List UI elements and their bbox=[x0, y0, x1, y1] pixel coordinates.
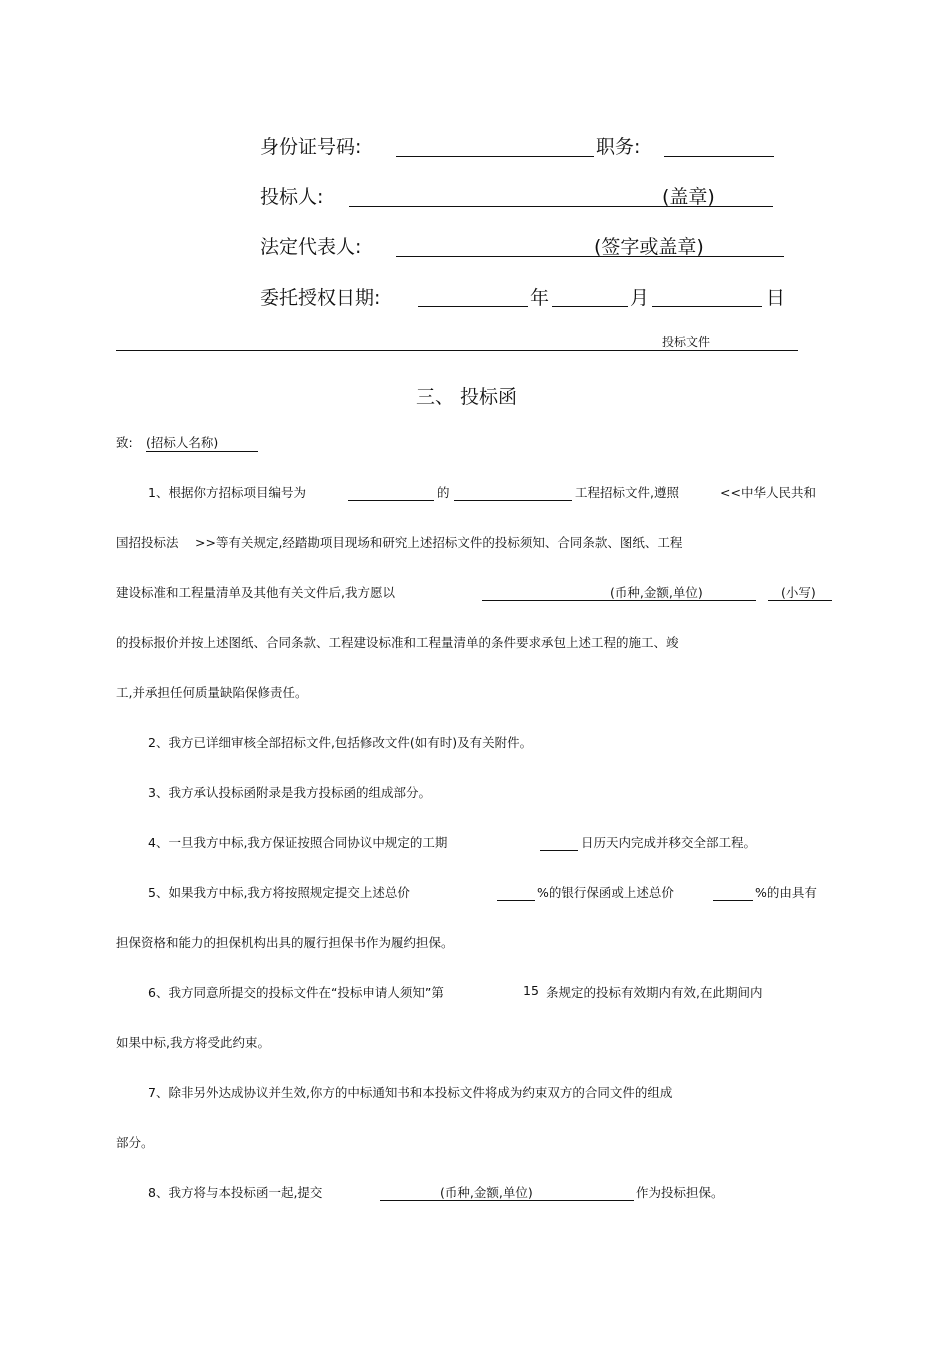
bidder-seal-note: (盖章) bbox=[662, 186, 715, 208]
month-field[interactable] bbox=[552, 306, 628, 307]
section-title: 三、 投标函 bbox=[416, 386, 518, 408]
duration-days-field[interactable] bbox=[540, 850, 578, 851]
p1-line5: 工,并承担任何质量缺陷保修责任。 bbox=[116, 685, 308, 700]
p1-text-a: 1、根据你方招标项目编号为 bbox=[148, 485, 306, 500]
id-number-label: 身份证号码: bbox=[260, 136, 362, 158]
p6-text-c: 条规定的投标有效期内有效,在此期间内 bbox=[546, 985, 763, 1000]
p8-text-c: 作为投标担保。 bbox=[636, 1185, 724, 1200]
p1-text-c: 工程招标文件,遵照 bbox=[575, 485, 679, 500]
p5-text-c: %的由具有 bbox=[755, 885, 817, 900]
header-rule bbox=[116, 350, 798, 351]
project-number-field[interactable] bbox=[348, 500, 434, 501]
p7: 7、除非另外达成协议并生效,你方的中标通知书和本投标文件将成为约束双方的合同文件的组成 bbox=[148, 1085, 673, 1100]
auth-date-label: 委托授权日期: bbox=[260, 287, 381, 309]
day-field[interactable] bbox=[652, 306, 762, 307]
bid-price-lowercase-note: (小写) bbox=[781, 585, 816, 600]
id-number-field[interactable] bbox=[396, 156, 594, 157]
position-label: 职务: bbox=[596, 136, 641, 158]
performance-bond-percent-field[interactable] bbox=[713, 900, 753, 901]
bid-price-note: (币种,金额,单位) bbox=[610, 585, 703, 600]
month-label: 月 bbox=[630, 287, 650, 309]
p1-line4: 的投标报价并按上述图纸、合同条款、工程建设标准和工程量清单的条件要求承包上述工程的施工、竣 bbox=[116, 635, 679, 650]
to-underline bbox=[146, 451, 258, 452]
bidder-label: 投标人: bbox=[260, 186, 324, 208]
p1-line3-a: 建设标准和工程量清单及其他有关文件后,我方愿以 bbox=[116, 585, 395, 600]
p1-text-b: 的 bbox=[437, 485, 450, 500]
p6-line2: 如果中标,我方将受此约束。 bbox=[116, 1035, 270, 1050]
bank-guarantee-percent-field[interactable] bbox=[497, 900, 535, 901]
p3: 3、我方承认投标函附录是我方投标函的组成部分。 bbox=[148, 785, 431, 800]
p7-line2: 部分。 bbox=[116, 1135, 154, 1150]
p6-clause-number: 15 bbox=[523, 983, 539, 998]
to-label: 致: bbox=[116, 435, 133, 450]
p5-line2: 担保资格和能力的担保机构出具的履行担保书作为履约担保。 bbox=[116, 935, 454, 950]
p1-text-d: <<中华人民共和 bbox=[720, 485, 816, 500]
bid-bond-note: (币种,金额,单位) bbox=[440, 1185, 533, 1200]
year-label: 年 bbox=[530, 287, 550, 309]
p5-text-a: 5、如果我方中标,我方将按照规定提交上述总价 bbox=[148, 885, 410, 900]
p4-text-b: 日历天内完成并移交全部工程。 bbox=[581, 835, 757, 850]
year-field[interactable] bbox=[418, 306, 528, 307]
p4-text-a: 4、一旦我方中标,我方保证按照合同协议中规定的工期 bbox=[148, 835, 448, 850]
p6-text-a: 6、我方同意所提交的投标文件在“投标申请人须知”第 bbox=[148, 985, 444, 1000]
legal-rep-field[interactable] bbox=[396, 256, 784, 257]
running-header: 投标文件 bbox=[662, 335, 711, 349]
to-name: (招标人名称) bbox=[146, 435, 219, 450]
p5-text-b: %的银行保函或上述总价 bbox=[537, 885, 674, 900]
position-field[interactable] bbox=[664, 156, 774, 157]
p1-line2-b: >>等有关规定,经踏勘项目现场和研究上述招标文件的投标须知、合同条款、图纸、工程 bbox=[195, 535, 683, 550]
p1-line2-a: 国招投标法 bbox=[116, 535, 179, 550]
p2: 2、我方已详细审核全部招标文件,包括修改文件(如有时)及有关附件。 bbox=[148, 735, 533, 750]
legal-rep-label: 法定代表人: bbox=[260, 236, 362, 258]
project-name-field[interactable] bbox=[454, 500, 572, 501]
legal-rep-sign-note: (签字或盖章) bbox=[594, 236, 704, 258]
day-label: 日 bbox=[766, 287, 786, 309]
p8-text-a: 8、我方将与本投标函一起,提交 bbox=[148, 1185, 323, 1200]
